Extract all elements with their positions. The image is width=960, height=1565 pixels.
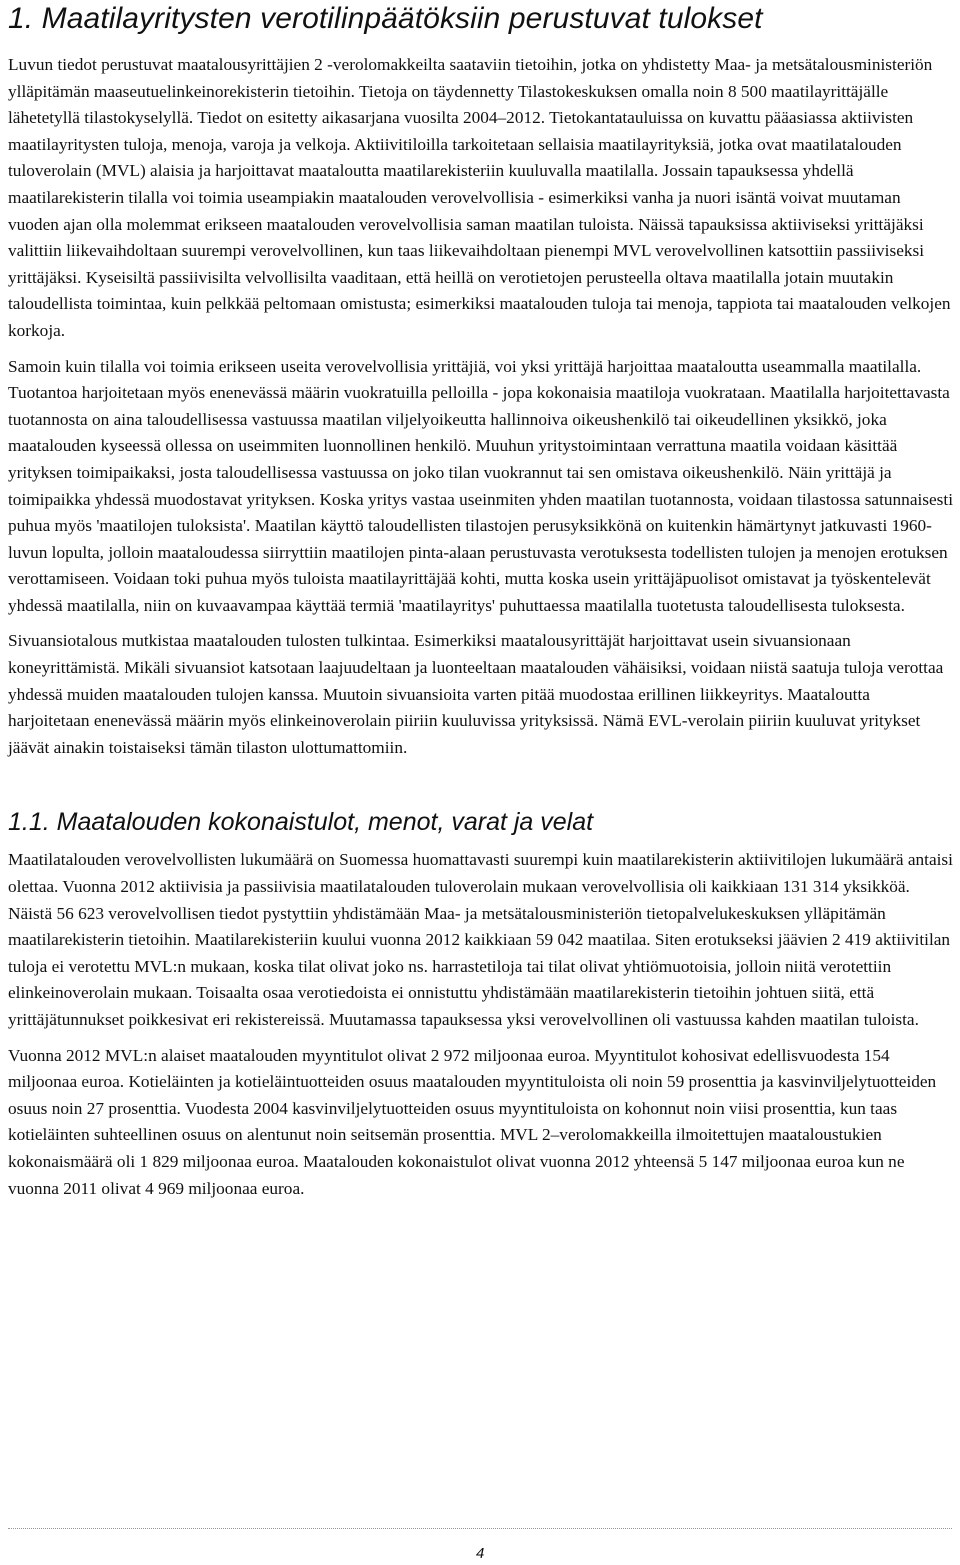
body-paragraph: Maatilatalouden verovelvollisten lukumäärä on Suomessa huomattavasti suurempi kuin maatilarekisterin aktiivitilojen lukumäärä antaisi olettaa. Vuonna 2012 aktiivisia ja passiivisia maatilatalouden tuloverolain mukaan verovelvollisia oli kaikkiaan 131 314 yksikköä. Näistä 56 623 verovelvollisen tiedot pystyttiin yhdistämään Maa- ja metsätalousministeriön tietopalvelukeskuksen ylläpitämän maatilarekisterin tietoihin. Maatilarekisteriin kuului vuonna 2012 kaikkiaan 59 042 maatilaa. Siten erotukseksi jäävien 2 419 aktiivitilan tuloja ei verotettu MVL:n mukaan, koska tilat olivat joko ns. harrastetiloja tai tilat olivat yhtiömuotoisia, jolloin niitä verotettiin elinkeinoverolain mukaan. Toisaalta osaa verotiedoista ei onnistuttu yhdistämään maatilarekisterin tietoihin johtuen siitä, että yrittäjätunnukset poikkesivat eri rekistereissä. Muutamassa tapauksessa yksi verovelvollinen oli vastuussa kahden maatilan tuloista.: [8, 850, 953, 1029]
footer-divider: [8, 1528, 952, 1529]
body-paragraph: Sivuansiotalous mutkistaa maatalouden tulosten tulkintaa. Esimerkiksi maatalousyrittäjät harjoittavat usein sivuansionaan koneyrittämistä. Mikäli sivuansiot katsotaan laajuudeltaan ja luonteeltaan maatalouden vähäisiksi, voidaan niistä saatuja tuloja verottaa yhdessä muiden maatalouden tulojen kanssa. Muutoin sivuansioita varten pitää muodostaa erillinen liikkeyritys. Maataloutta harjoitetaan enenevässä määrin myös elinkeinoverolain piiriin kuuluvissa yrityksissä. Nämä EVL-verolain piiriin kuuluvat yritykset jäävät ainakin toistaiseksi tämän tilaston ulottumattomiin.: [8, 631, 944, 757]
subsection-heading: 1.1. Maatalouden kokonaistulot, menot, varat ja velat: [8, 808, 594, 837]
page-number: 4: [476, 1545, 485, 1562]
body-paragraph: Luvun tiedot perustuvat maatalousyrittäjien 2 -verolomakkeilta saataviin tietoihin, jotka on yhdistetty Maa- ja metsätalousministeriön ylläpitämän maaseutuelinkeinorekisterin tietoihin. Tietoja on täydennetty Tilastokeskuksen omalla noin 8 500 maatilayrittäjälle lähetetyllä tilastokyselyllä. Tiedot on esitetty aikasarjana vuosilta 2004–2012. Tietokantatauluissa on kuvattu pääasiassa aktiivisten maatilayritysten tuloja, menoja, varoja ja velkoja. Aktiivitiloilla tarkoitetaan sellaisia maatilayrityksiä, jotka ovat maatilatalouden tuloverolain (MVL) alaisia ja harjoittavat maataloutta maatilarekisteriin kuuluvalla maatilalla. Jossain tapauksessa yhdellä maatilarekisterin tilalla voi toimia useampiakin maatalouden verovelvollisia - esimerkiksi vanha ja nuori isäntä voivat muutaman vuoden ajan olla molemmat erikseen maatalouden verovelvollisia saman maatilan tuloista. Näissä tapauksissa aktiiviseksi yrittäjäksi valittiin liikevaihdoltaan suurempi verovelvollinen, kun taas liikevaihdoltaan pienempi MVL verovelvollinen katsottiin passiiviseksi yrittäjäksi. Kyseisiltä passiivisilta velvollisilta vaaditaan, että heillä on verotietojen perusteella oltava maatilalla jotain muutakin taloudellista toimintaa, kuin pelkkää peltomaan omistusta; esimerkiksi maatalouden tuloja tai menoja, tappiota tai maatalouden velkojen korkoja.: [8, 55, 951, 340]
document-page: [8, 0, 954, 1202]
section-heading: 1. Maatilayritysten verotilinpäätöksiin perustuvat tulokset: [8, 2, 763, 35]
body-paragraph: Vuonna 2012 MVL:n alaiset maatalouden myyntitulot olivat 2 972 miljoonaa euroa. Myyntitulot kohosivat edellisvuodesta 154 miljoonaa euroa. Kotieläinten ja kotieläintuotteiden osuus maatalouden myyntituloista oli noin 59 prosenttia ja kasvinviljelytuotteiden osuus noin 27 prosenttia. Vuodesta 2004 kasvinviljelytuotteiden osuus myyntituloista on kohonnut noin viisi prosenttia, kun taas kotieläinten suhteellinen osuus on alentunut noin seitsemän prosenttia. MVL 2–verolomakkeilla ilmoitettujen maataloustukien kokonaismäärä oli 1 829 miljoonaa euroa. Maatalouden kokonaistulot olivat vuonna 2012 yhteensä 5 147 miljoonaa euroa kun ne vuonna 2011 olivat 4 969 miljoonaa euroa.: [8, 1045, 937, 1198]
body-paragraph: Samoin kuin tilalla voi toimia erikseen useita verovelvollisia yrittäjiä, voi yksi yrittäjä harjoittaa maataloutta useammalla maatilalla. Tuotantoa harjoitetaan myös enenevässä määrin vuokratuilla pelloilla - jopa kokonaisia maatiloja vuokrataan. Maatilalla harjoitettavasta tuotannosta on aina taloudellisessa vastuussa maatilan viljelyoikeutta hallinnoiva oikeushenkilö tai oikeudellinen yksikkö, joka maatalouden kyseessä ollessa on useimmiten luonnollinen henkilö. Muuhun yritystoimintaan verrattuna maatila voidaan käsittää yrityksen toimipaikaksi, josta taloudellisessa vastuussa on joko tilan vuokrannut tai sen omistava oikeushenkilö. Näin yrittäjä ja toimipaikka yhdessä muodostavat yrityksen. Koska yritys vastaa useinmiten yhden maatilan tuotannosta, voidaan tilastossa satunnaisesti puhua myös 'maatilojen tuloksista'. Maatilan käyttö taloudellisten tilastojen perusyksikkönä on kuitenkin hämärtynyt jatkuvasti 1960-luvun lopulta, jolloin maataloudessa siirryttiin maatilojen pinta-alaan perustuvasta verotuksesta todellisten tulojen ja menojen erotuksen verottamiseen. Voidaan toki puhua myös tuloista maatilayrittäjää kohti, mutta koska usein yrittäjäpuolisot omistavat ja työskentelevät yhdessä maatilalla, niin on kuvaavampaa käyttää termiä 'maatilayritys' puhuttaessa maatilalla tuotetusta taloudellisesta tuloksesta.: [8, 356, 954, 615]
